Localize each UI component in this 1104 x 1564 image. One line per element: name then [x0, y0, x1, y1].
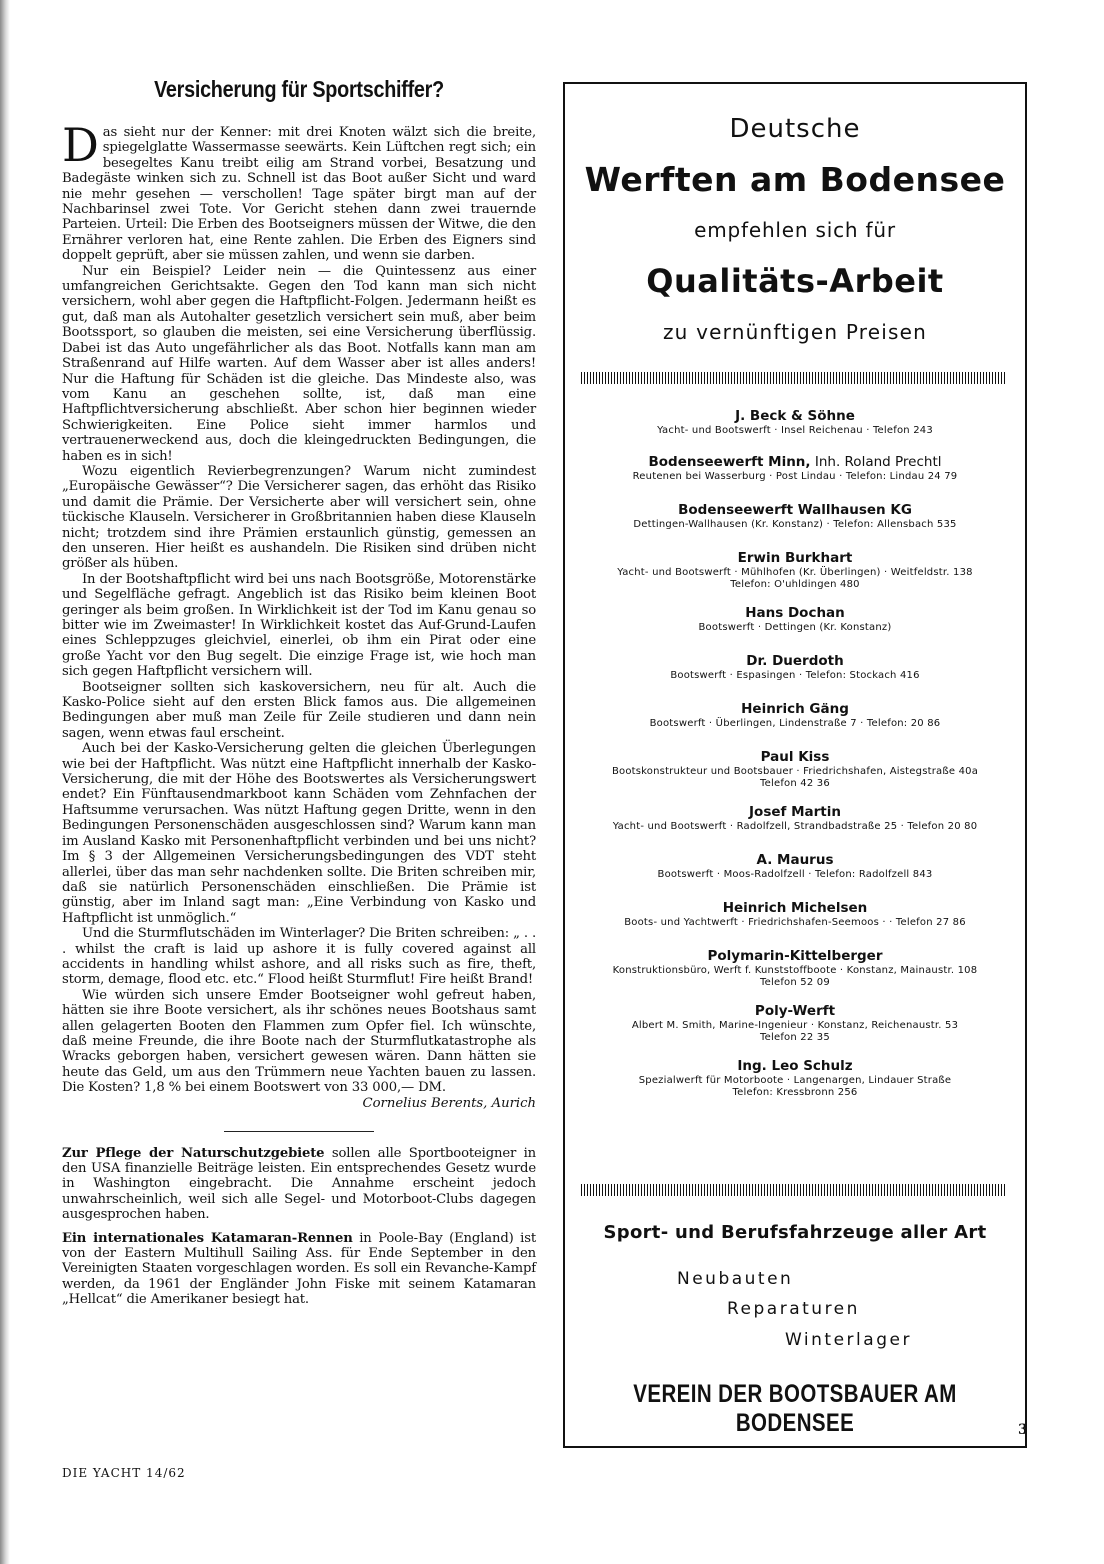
company-detail-phone: Telefon: O'uhldingen 480 — [730, 579, 860, 590]
company-list — [573, 408, 1017, 1099]
article-paragraph: Auch bei der Kasko-Versicherung gelten die gleichen Überlegungen wie bei der Haftpflicht. Was nützt eine Haftpflicht innerhalb der Kasko-Versicherung, die mit der Höhe des Bootswertes als Versicherungswert endet? Ein Fünftausendmarkboot kann Schäden vom Zehnfachen der Haftsumme verursachen. Was nützt Haftung gegen Dritte, wenn in den Bedingungen Personenschäden ausgeschlossen sind? Warum kann man im Ausland Kasko mit Personenhaftpflicht verbinden und bei uns nicht? Im § 3 der Allgemeinen Versicherungsbedingungen des VDT steht allerlei, über das man sehr nachdenken sollte. Die Briten schreiben mir, daß sie natürlich Personenschäden einschließen. Die Prämie ist günstig, aber im Inland sagt man: „Eine Verbindung von Kasko und Haftpflicht ist unmöglich.“ — [62, 741, 536, 926]
company-detail: Dettingen-Wallhausen (Kr. Konstanz) · Telefon: Allensbach 535 — [633, 519, 957, 530]
news-note-lead: Zur Pflege der Naturschutzgebiete — [62, 1145, 325, 1161]
company-entry — [573, 1003, 1017, 1044]
article-paragraph: Wie würden sich unsere Emder Bootseigner wohl gefreut haben, hätten sie ihre Boote versichert, als ihr schönes neues Bootshaus samt allen gelagerten Booten den Flammen zum Opfer fiel. Ich wünschte, daß meine Freunde, die ihre Boote nach der Sturmflutkatastrophe als Wracks geborgen haben, versichert gewesen wären. Dann hätten sie heute das Geld, um aus den Trümmern neue Yachten bauen zu lassen. Die Kosten? 1,8 % bei einem Bootswert von 33 000,— DM. — [62, 987, 536, 1096]
company-detail: Yacht- und Bootswerft · Insel Reichenau · Telefon 243 — [657, 425, 933, 436]
company-detail: Spezialwerft für Motorboote · Langenargen, Lindauer Straße — [638, 1075, 952, 1086]
company-detail: Bootswerft · Espasingen · Telefon: Stockach 416 — [670, 670, 920, 681]
company-detail: Boots- und Yachtwerft · Friedrichshafen-Seemoos · · Telefon 27 86 — [624, 917, 966, 928]
company-name: Dr. Duerdoth — [746, 653, 844, 669]
company-entry — [573, 1058, 1017, 1099]
company-detail: Bootswerft · Überlingen, Lindenstraße 7 · Telefon: 20 86 — [649, 718, 941, 729]
article-paragraph: Nur ein Beispiel? Leider nein — die Quintessenz aus einer umfangreichen Gerichtsakte. Gegen den Tod kann man sich nicht versichern, wohl aber gegen die Haftpflicht-Folgen. Jedermann heißt es gut, daß man als Autohalter gesetzlich versichert sein muß, aber beim Bootssport, so glauben die meisten, sei eine Versicherung überflüssig. Dabei ist das Auto ungefährlicher als das Boot. Notfalls kann man am Straßenrand auf Hilfe warten. Auf dem Wasser aber ist alles anders! Nur die Haftung für Schäden ist die gleiche. Das Mindeste also, was vom Kanu an geschehen sollte, ist, daß man eine Haftpflichtversicherung abschließt. Aber schon hier beginnen wieder Schwierigkeiten. Eine Police sieht immer harmlos und vertrauenerweckend aus, doch die kleingedruckten Bedingungen, die haben es in sich! — [62, 263, 536, 464]
advertisement-box — [563, 82, 1027, 1448]
company-entry — [573, 948, 1017, 989]
news-note — [62, 1146, 536, 1223]
company-name: Josef Martin — [749, 804, 841, 820]
company-name: Hans Dochan — [745, 605, 845, 621]
company-name-row — [573, 653, 1017, 670]
company-name: Polymarin-Kittelberger — [707, 948, 883, 964]
company-name-row — [573, 900, 1017, 917]
company-name-row — [573, 948, 1017, 965]
company-detail: Bootswerft · Dettingen (Kr. Konstanz) — [698, 622, 892, 633]
company-name: Paul Kiss — [760, 749, 830, 765]
company-name-row — [573, 701, 1017, 718]
company-name-row — [573, 1003, 1017, 1020]
ad-heading-qualitaet: Qualitäts-Arbeit — [646, 262, 944, 300]
service-reparaturen: Reparaturen — [727, 1299, 860, 1319]
ad-heading-werften: Werften am Bodensee — [584, 160, 1006, 199]
company-detail-phone: Telefon 52 09 — [760, 977, 830, 988]
company-detail-phone: Telefon: Kressbronn 256 — [732, 1087, 858, 1098]
company-name: Ing. Leo Schulz — [737, 1058, 853, 1074]
first-paragraph-text: as sieht nur der Kenner: mit drei Knoten wälzt sich die breite, spiegelglatte Wassermasse seewärts. Kein Lüftchen regt sich; ein besegeltes Kanu treibt eilig am Strand vorbei, Besatzung und Badegäste winken sich zu. Schnell ist das Boot außer Sicht und ward nie mehr gesehen — verschollen! Tage später birgt man auf der Nachbarinsel zwei Tote. Vor Gericht stehen dann zwei trauernde Parteien. Urteil: Die Erben des Bootseigners müssen der Witwe, die den Ernährer verloren hat, eine Rente zahlen. Die Erben des Eigners sind doppelt geprüft, aber sie müssen zahlen, und wenn sie darben. — [62, 125, 536, 264]
company-detail: Yacht- und Bootswerft · Mühlhofen (Kr. Überlingen) · Weitfeldstr. 138 — [617, 567, 973, 578]
company-entry — [573, 550, 1017, 591]
company-name-row — [573, 550, 1017, 567]
ad-sport-line: Sport- und Berufsfahrzeuge aller Art — [603, 1222, 987, 1243]
company-entry — [573, 749, 1017, 790]
company-name: Heinrich Gäng — [741, 701, 849, 717]
article-paragraph — [62, 118, 536, 264]
news-note-text: sollen alle Sportbooteigner in den USA finanzielle Beiträge leisten. Ein entsprechendes Gesetz wurde in Washington eingebracht. Die Annahme erscheint jedoch unwahrscheinlich, weil sich alle Segel- und Motorboot-Clubs dagegen ausgesprochen haben. — [62, 1145, 536, 1223]
page-edge-shadow — [0, 0, 10, 1564]
news-note-text: in Poole-Bay (England) ist von der Eastern Multihull Sailing Ass. für Ende September in den Vereinigten Staaten vorgeschlagen worden. Es soll ein Revanche-Kampf werden, da 1961 der Engländer John Fiske mit seinem Katamaran „Hellcat“ die Amerikaner besiegt hat. — [62, 1230, 536, 1308]
company-name-row — [573, 1058, 1017, 1075]
company-detail: Konstruktionsbüro, Werft f. Kunststoffboote · Konstanz, Mainaustr. 108 — [612, 965, 978, 976]
company-name: Bodenseewerft Wallhausen KG — [678, 502, 912, 518]
company-name: Bodenseewerft Minn, — [648, 454, 811, 470]
article-author: Cornelius Berents, Aurich — [362, 1095, 536, 1111]
company-name-row — [573, 852, 1017, 869]
company-name-row — [573, 749, 1017, 766]
article-body — [62, 118, 536, 1096]
company-entry — [573, 804, 1017, 833]
company-entry — [573, 408, 1017, 437]
company-detail: Reutenen bei Wasserburg · Post Lindau · Telefon: Lindau 24 79 — [632, 471, 958, 482]
article-title: Versicherung für Sportschiffer? — [154, 76, 444, 102]
company-detail-phone: Telefon 42 36 — [760, 778, 830, 789]
article-column — [62, 76, 536, 1316]
company-detail-phone: Telefon 22 35 — [760, 1032, 830, 1043]
company-entry — [573, 701, 1017, 730]
company-entry — [573, 900, 1017, 929]
company-name: Heinrich Michelsen — [722, 900, 868, 916]
page-number: 3 — [1018, 1422, 1028, 1438]
news-notes — [62, 1146, 536, 1308]
company-name: J. Beck & Söhne — [735, 408, 855, 424]
article-paragraph: Bootseigner sollten sich kaskoversichern, neu für alt. Auch die Kasko-Police sieht auf den ersten Blick famos aus. Die allgemeinen Bedingungen aber muß man Zeile für Zeile studieren und dann nein sagen, wenn etwas faul erscheint. — [62, 679, 536, 741]
company-detail: Albert M. Smith, Marine-Ingenieur · Konstanz, Reichenaustr. 53 — [631, 1020, 959, 1031]
article-paragraph: In der Bootshaftpflicht wird bei uns nach Bootsgröße, Motorenstärke und Segelfläche gefragt. Angeblich ist das Risiko beim kleinen Boot geringer als beim großen. In Wirklichkeit ist der Tod im Kanu genau so bitter wie im Zweimaster! In Wirklichkeit kostet das Auf-Grund-Laufen eines Schleppzuges gleichviel, einerlei, ob ihm ein Pirat oder eine große Yacht vor den Bug segelt. Die einzige Frage ist, wie hoch man sich gegen Haftpflicht versichern will. — [62, 571, 536, 680]
company-detail: Bootskonstrukteur und Bootsbauer · Friedrichshafen, Aistegstraße 40a — [611, 766, 979, 777]
drop-cap: D — [62, 118, 99, 172]
ad-heading-deutsche: Deutsche — [729, 114, 861, 144]
ad-tagline: zu vernünftigen Preisen — [662, 320, 928, 344]
news-note-lead: Ein internationales Katamaran-Rennen — [62, 1230, 353, 1246]
service-winterlager: Winterlager — [785, 1330, 912, 1350]
company-name-row — [573, 502, 1017, 519]
company-entry — [573, 502, 1017, 531]
ad-subheading: empfehlen sich für — [694, 218, 896, 242]
company-entry — [573, 852, 1017, 881]
article-paragraph: Und die Sturmflutschäden im Winterlager? Die Briten schreiben: „ . . . whilst the craft is laid up ashore it is fully covered against all accidents in handling whilst ashore, and all risks such as fire, theft, storm, demage, flood etc. etc.“ Flood heißt Sturmflut! Fire heißt Brand! — [62, 926, 536, 988]
company-name-row — [573, 454, 1017, 471]
company-detail: Bootswerft · Moos-Radolfzell · Telefon: Radolfzell 843 — [657, 869, 933, 880]
service-neubauten: Neubauten — [677, 1269, 794, 1289]
section-divider — [224, 1131, 374, 1132]
company-detail: Yacht- und Bootswerft · Radolfzell, Strandbadstraße 25 · Telefon 20 80 — [612, 821, 978, 832]
company-name: Erwin Burkhart — [737, 550, 853, 566]
company-entry — [573, 653, 1017, 682]
company-name: A. Maurus — [756, 852, 834, 868]
hatch-divider-bottom — [581, 1184, 1005, 1196]
magazine-footer: DIE YACHT 14/62 — [62, 1466, 186, 1480]
company-name: Poly-Werft — [754, 1003, 836, 1019]
hatch-divider-top — [581, 372, 1005, 384]
company-entry — [573, 454, 1017, 483]
company-entry — [573, 605, 1017, 634]
company-owner: Inh. Roland Prechtl — [810, 454, 942, 470]
company-name-row — [573, 408, 1017, 425]
ad-association-name: VEREIN DER BOOTSBAUER AM BODENSEE — [633, 1380, 957, 1437]
news-note — [62, 1231, 536, 1308]
company-name-row — [573, 804, 1017, 821]
company-name-row — [573, 605, 1017, 622]
article-paragraph: Wozu eigentlich Revierbegrenzungen? Warum nicht zumindest „Europäische Gewässer“? Die Versicherer sagen, das erhöht das Risiko und damit die Prämie. Der Versicherte aber will versichert sein, ohne tückische Klauseln. Versicherer in Großbritannien haben diese Klauseln nicht; trotzdem sind ihre Prämien erstaunlich günstig, gemessen an den unseren. Hier heißt es aushandeln. Die Risiken sind drüben nicht größer als hüben. — [62, 463, 536, 572]
